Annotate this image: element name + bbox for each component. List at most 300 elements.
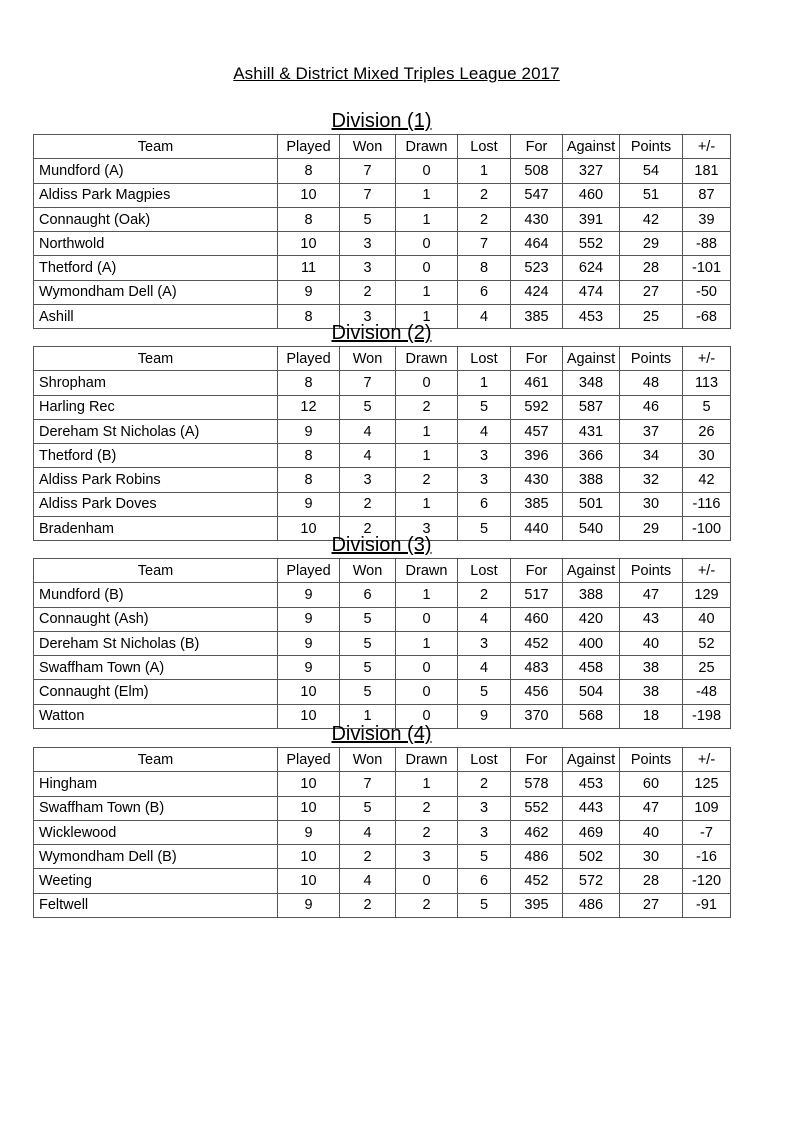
played-cell: 9: [278, 631, 340, 655]
points-cell: 48: [620, 371, 683, 395]
table-row: [34, 280, 731, 304]
team-cell: Aldiss Park Doves: [34, 492, 278, 516]
table-row: [34, 256, 731, 280]
for-cell: 370: [511, 704, 563, 728]
won-cell: 2: [340, 517, 396, 541]
points-cell: 18: [620, 704, 683, 728]
plus-minus-cell: -16: [683, 845, 731, 869]
against-cell: 572: [563, 869, 620, 893]
played-cell: 9: [278, 607, 340, 631]
won-cell: 3: [340, 256, 396, 280]
against-cell: 474: [563, 280, 620, 304]
plus-minus-cell: 30: [683, 444, 731, 468]
drawn-cell: 2: [396, 468, 458, 492]
against-cell: 391: [563, 207, 620, 231]
against-cell: 443: [563, 796, 620, 820]
plus-minus-cell: -91: [683, 893, 731, 917]
division-4-heading: Division (4): [331, 723, 432, 745]
lost-cell: 2: [458, 207, 511, 231]
plus-minus-cell: 5: [683, 395, 731, 419]
lost-cell: 5: [458, 395, 511, 419]
won-cell: 4: [340, 820, 396, 844]
won-cell: 2: [340, 845, 396, 869]
points-cell: 60: [620, 772, 683, 796]
table-row: [34, 371, 731, 395]
team-cell: Thetford (A): [34, 256, 278, 280]
against-cell: 348: [563, 371, 620, 395]
column-header-drawn: Drawn: [396, 347, 458, 371]
team-cell: Bradenham: [34, 517, 278, 541]
column-header-won: Won: [340, 748, 396, 772]
won-cell: 5: [340, 607, 396, 631]
table-row: [34, 680, 731, 704]
lost-cell: 2: [458, 183, 511, 207]
team-cell: Hingham: [34, 772, 278, 796]
team-cell: Ashill: [34, 305, 278, 329]
against-cell: 552: [563, 232, 620, 256]
points-cell: 29: [620, 232, 683, 256]
plus-minus-cell: 40: [683, 607, 731, 631]
against-cell: 502: [563, 845, 620, 869]
won-cell: 2: [340, 492, 396, 516]
lost-cell: 5: [458, 680, 511, 704]
lost-cell: 5: [458, 517, 511, 541]
division-1-table: [33, 134, 731, 329]
for-cell: 486: [511, 845, 563, 869]
played-cell: 9: [278, 583, 340, 607]
played-cell: 11: [278, 256, 340, 280]
drawn-cell: 0: [396, 680, 458, 704]
table-row: [34, 869, 731, 893]
played-cell: 10: [278, 517, 340, 541]
table-row: [34, 772, 731, 796]
won-cell: 4: [340, 444, 396, 468]
division-3-heading: Division (3): [331, 534, 432, 556]
column-header-for: For: [511, 347, 563, 371]
drawn-cell: 1: [396, 772, 458, 796]
column-header-won: Won: [340, 135, 396, 159]
for-cell: 430: [511, 468, 563, 492]
team-cell: Harling Rec: [34, 395, 278, 419]
points-cell: 27: [620, 893, 683, 917]
column-header-plus-minus: +/-: [683, 748, 731, 772]
team-cell: Connaught (Oak): [34, 207, 278, 231]
points-cell: 40: [620, 820, 683, 844]
document-title: Ashill & District Mixed Triples League 2017: [233, 64, 560, 83]
column-header-against: Against: [563, 347, 620, 371]
column-header-plus-minus: +/-: [683, 559, 731, 583]
points-cell: 43: [620, 607, 683, 631]
plus-minus-cell: -48: [683, 680, 731, 704]
team-cell: Dereham St Nicholas (B): [34, 631, 278, 655]
column-header-played: Played: [278, 135, 340, 159]
points-cell: 46: [620, 395, 683, 419]
won-cell: 7: [340, 159, 396, 183]
played-cell: 9: [278, 492, 340, 516]
for-cell: 508: [511, 159, 563, 183]
column-header-drawn: Drawn: [396, 748, 458, 772]
column-header-team: Team: [34, 347, 278, 371]
column-header-drawn: Drawn: [396, 559, 458, 583]
plus-minus-cell: -88: [683, 232, 731, 256]
drawn-cell: 2: [396, 395, 458, 419]
played-cell: 12: [278, 395, 340, 419]
team-cell: Swaffham Town (A): [34, 656, 278, 680]
lost-cell: 6: [458, 492, 511, 516]
table-row: [34, 492, 731, 516]
lost-cell: 4: [458, 419, 511, 443]
team-cell: Mundford (B): [34, 583, 278, 607]
team-cell: Aldiss Park Robins: [34, 468, 278, 492]
played-cell: 10: [278, 869, 340, 893]
won-cell: 4: [340, 419, 396, 443]
column-header-won: Won: [340, 559, 396, 583]
points-cell: 29: [620, 517, 683, 541]
table-row: [34, 893, 731, 917]
plus-minus-cell: 25: [683, 656, 731, 680]
points-cell: 54: [620, 159, 683, 183]
for-cell: 424: [511, 280, 563, 304]
table-header-row: [34, 347, 731, 371]
points-cell: 28: [620, 256, 683, 280]
lost-cell: 7: [458, 232, 511, 256]
drawn-cell: 0: [396, 256, 458, 280]
drawn-cell: 3: [396, 845, 458, 869]
lost-cell: 2: [458, 583, 511, 607]
table-row: [34, 419, 731, 443]
lost-cell: 6: [458, 869, 511, 893]
column-header-points: Points: [620, 559, 683, 583]
column-header-team: Team: [34, 748, 278, 772]
plus-minus-cell: -116: [683, 492, 731, 516]
column-header-played: Played: [278, 748, 340, 772]
against-cell: 504: [563, 680, 620, 704]
played-cell: 9: [278, 893, 340, 917]
won-cell: 6: [340, 583, 396, 607]
for-cell: 517: [511, 583, 563, 607]
won-cell: 5: [340, 395, 396, 419]
played-cell: 10: [278, 183, 340, 207]
for-cell: 395: [511, 893, 563, 917]
won-cell: 5: [340, 796, 396, 820]
team-cell: Swaffham Town (B): [34, 796, 278, 820]
lost-cell: 5: [458, 845, 511, 869]
lost-cell: 3: [458, 796, 511, 820]
points-cell: 47: [620, 583, 683, 607]
for-cell: 460: [511, 607, 563, 631]
against-cell: 458: [563, 656, 620, 680]
lost-cell: 4: [458, 305, 511, 329]
drawn-cell: 0: [396, 607, 458, 631]
lost-cell: 1: [458, 371, 511, 395]
plus-minus-cell: 113: [683, 371, 731, 395]
plus-minus-cell: 109: [683, 796, 731, 820]
against-cell: 453: [563, 772, 620, 796]
points-cell: 34: [620, 444, 683, 468]
against-cell: 469: [563, 820, 620, 844]
table-row: [34, 468, 731, 492]
played-cell: 10: [278, 772, 340, 796]
drawn-cell: 1: [396, 207, 458, 231]
table-header-row: [34, 559, 731, 583]
against-cell: 420: [563, 607, 620, 631]
plus-minus-cell: 39: [683, 207, 731, 231]
against-cell: 388: [563, 583, 620, 607]
division-3-table: [33, 558, 731, 729]
won-cell: 3: [340, 305, 396, 329]
drawn-cell: 0: [396, 159, 458, 183]
drawn-cell: 0: [396, 232, 458, 256]
lost-cell: 2: [458, 772, 511, 796]
for-cell: 523: [511, 256, 563, 280]
won-cell: 7: [340, 371, 396, 395]
points-cell: 42: [620, 207, 683, 231]
won-cell: 3: [340, 232, 396, 256]
division-1-heading: Division (1): [331, 110, 432, 132]
team-cell: Aldiss Park Magpies: [34, 183, 278, 207]
drawn-cell: 1: [396, 492, 458, 516]
table-row: [34, 820, 731, 844]
for-cell: 456: [511, 680, 563, 704]
won-cell: 5: [340, 680, 396, 704]
table-row: [34, 183, 731, 207]
points-cell: 25: [620, 305, 683, 329]
lost-cell: 3: [458, 820, 511, 844]
drawn-cell: 1: [396, 444, 458, 468]
plus-minus-cell: -101: [683, 256, 731, 280]
points-cell: 38: [620, 656, 683, 680]
column-header-for: For: [511, 559, 563, 583]
drawn-cell: 2: [396, 796, 458, 820]
against-cell: 460: [563, 183, 620, 207]
against-cell: 501: [563, 492, 620, 516]
column-header-lost: Lost: [458, 347, 511, 371]
column-header-played: Played: [278, 559, 340, 583]
division-4-section: [33, 721, 730, 918]
for-cell: 452: [511, 869, 563, 893]
points-cell: 32: [620, 468, 683, 492]
played-cell: 10: [278, 796, 340, 820]
played-cell: 9: [278, 656, 340, 680]
plus-minus-cell: -50: [683, 280, 731, 304]
table-header-row: [34, 135, 731, 159]
points-cell: 40: [620, 631, 683, 655]
against-cell: 400: [563, 631, 620, 655]
plus-minus-cell: 125: [683, 772, 731, 796]
won-cell: 2: [340, 280, 396, 304]
for-cell: 547: [511, 183, 563, 207]
lost-cell: 6: [458, 280, 511, 304]
won-cell: 7: [340, 772, 396, 796]
points-cell: 51: [620, 183, 683, 207]
played-cell: 10: [278, 845, 340, 869]
for-cell: 552: [511, 796, 563, 820]
for-cell: 430: [511, 207, 563, 231]
table-row: [34, 444, 731, 468]
plus-minus-cell: -100: [683, 517, 731, 541]
played-cell: 9: [278, 820, 340, 844]
against-cell: 486: [563, 893, 620, 917]
played-cell: 8: [278, 305, 340, 329]
team-cell: Thetford (B): [34, 444, 278, 468]
played-cell: 8: [278, 444, 340, 468]
team-cell: Wymondham Dell (A): [34, 280, 278, 304]
column-header-played: Played: [278, 347, 340, 371]
points-cell: 30: [620, 492, 683, 516]
won-cell: 2: [340, 893, 396, 917]
points-cell: 27: [620, 280, 683, 304]
played-cell: 10: [278, 680, 340, 704]
plus-minus-cell: -198: [683, 704, 731, 728]
for-cell: 464: [511, 232, 563, 256]
played-cell: 10: [278, 704, 340, 728]
for-cell: 385: [511, 305, 563, 329]
plus-minus-cell: -7: [683, 820, 731, 844]
plus-minus-cell: 26: [683, 419, 731, 443]
column-header-for: For: [511, 748, 563, 772]
against-cell: 388: [563, 468, 620, 492]
team-cell: Shropham: [34, 371, 278, 395]
drawn-cell: 0: [396, 656, 458, 680]
for-cell: 483: [511, 656, 563, 680]
won-cell: 5: [340, 207, 396, 231]
drawn-cell: 1: [396, 583, 458, 607]
team-cell: Northwold: [34, 232, 278, 256]
won-cell: 3: [340, 468, 396, 492]
won-cell: 5: [340, 631, 396, 655]
lost-cell: 8: [458, 256, 511, 280]
for-cell: 452: [511, 631, 563, 655]
column-header-lost: Lost: [458, 559, 511, 583]
team-cell: Wymondham Dell (B): [34, 845, 278, 869]
played-cell: 10: [278, 232, 340, 256]
drawn-cell: 1: [396, 183, 458, 207]
lost-cell: 3: [458, 468, 511, 492]
team-cell: Wicklewood: [34, 820, 278, 844]
against-cell: 624: [563, 256, 620, 280]
table-row: [34, 583, 731, 607]
plus-minus-cell: -68: [683, 305, 731, 329]
table-row: [34, 607, 731, 631]
division-3-section: [33, 532, 730, 729]
table-row: [34, 232, 731, 256]
against-cell: 568: [563, 704, 620, 728]
for-cell: 461: [511, 371, 563, 395]
column-header-team: Team: [34, 559, 278, 583]
for-cell: 592: [511, 395, 563, 419]
played-cell: 8: [278, 468, 340, 492]
column-header-lost: Lost: [458, 135, 511, 159]
lost-cell: 3: [458, 444, 511, 468]
for-cell: 396: [511, 444, 563, 468]
drawn-cell: 0: [396, 704, 458, 728]
team-cell: Weeting: [34, 869, 278, 893]
plus-minus-cell: 52: [683, 631, 731, 655]
team-cell: Dereham St Nicholas (A): [34, 419, 278, 443]
column-header-against: Against: [563, 748, 620, 772]
table-row: [34, 631, 731, 655]
points-cell: 28: [620, 869, 683, 893]
table-row: [34, 159, 731, 183]
for-cell: 462: [511, 820, 563, 844]
drawn-cell: 3: [396, 517, 458, 541]
drawn-cell: 0: [396, 869, 458, 893]
table-header-row: [34, 748, 731, 772]
team-cell: Connaught (Ash): [34, 607, 278, 631]
division-2-heading: Division (2): [331, 322, 432, 344]
played-cell: 9: [278, 419, 340, 443]
column-header-plus-minus: +/-: [683, 135, 731, 159]
table-row: [34, 796, 731, 820]
for-cell: 440: [511, 517, 563, 541]
drawn-cell: 1: [396, 280, 458, 304]
column-header-points: Points: [620, 748, 683, 772]
points-cell: 30: [620, 845, 683, 869]
against-cell: 453: [563, 305, 620, 329]
for-cell: 457: [511, 419, 563, 443]
column-header-lost: Lost: [458, 748, 511, 772]
played-cell: 8: [278, 159, 340, 183]
points-cell: 38: [620, 680, 683, 704]
column-header-for: For: [511, 135, 563, 159]
table-row: [34, 395, 731, 419]
drawn-cell: 0: [396, 371, 458, 395]
won-cell: 4: [340, 869, 396, 893]
division-2-table: [33, 346, 731, 541]
table-row: [34, 207, 731, 231]
played-cell: 9: [278, 280, 340, 304]
against-cell: 587: [563, 395, 620, 419]
points-cell: 47: [620, 796, 683, 820]
lost-cell: 9: [458, 704, 511, 728]
drawn-cell: 2: [396, 893, 458, 917]
plus-minus-cell: 87: [683, 183, 731, 207]
column-header-plus-minus: +/-: [683, 347, 731, 371]
column-header-against: Against: [563, 135, 620, 159]
drawn-cell: 1: [396, 631, 458, 655]
column-header-won: Won: [340, 347, 396, 371]
won-cell: 5: [340, 656, 396, 680]
drawn-cell: 2: [396, 820, 458, 844]
column-header-team: Team: [34, 135, 278, 159]
lost-cell: 1: [458, 159, 511, 183]
plus-minus-cell: 181: [683, 159, 731, 183]
division-1-section: [33, 108, 730, 329]
column-header-against: Against: [563, 559, 620, 583]
against-cell: 366: [563, 444, 620, 468]
team-cell: Watton: [34, 704, 278, 728]
for-cell: 385: [511, 492, 563, 516]
against-cell: 540: [563, 517, 620, 541]
plus-minus-cell: 42: [683, 468, 731, 492]
lost-cell: 5: [458, 893, 511, 917]
column-header-points: Points: [620, 135, 683, 159]
lost-cell: 3: [458, 631, 511, 655]
lost-cell: 4: [458, 656, 511, 680]
team-cell: Mundford (A): [34, 159, 278, 183]
played-cell: 8: [278, 207, 340, 231]
won-cell: 7: [340, 183, 396, 207]
table-row: [34, 845, 731, 869]
plus-minus-cell: -120: [683, 869, 731, 893]
against-cell: 327: [563, 159, 620, 183]
team-cell: Connaught (Elm): [34, 680, 278, 704]
plus-minus-cell: 129: [683, 583, 731, 607]
team-cell: Feltwell: [34, 893, 278, 917]
column-header-points: Points: [620, 347, 683, 371]
drawn-cell: 1: [396, 419, 458, 443]
table-row: [34, 656, 731, 680]
